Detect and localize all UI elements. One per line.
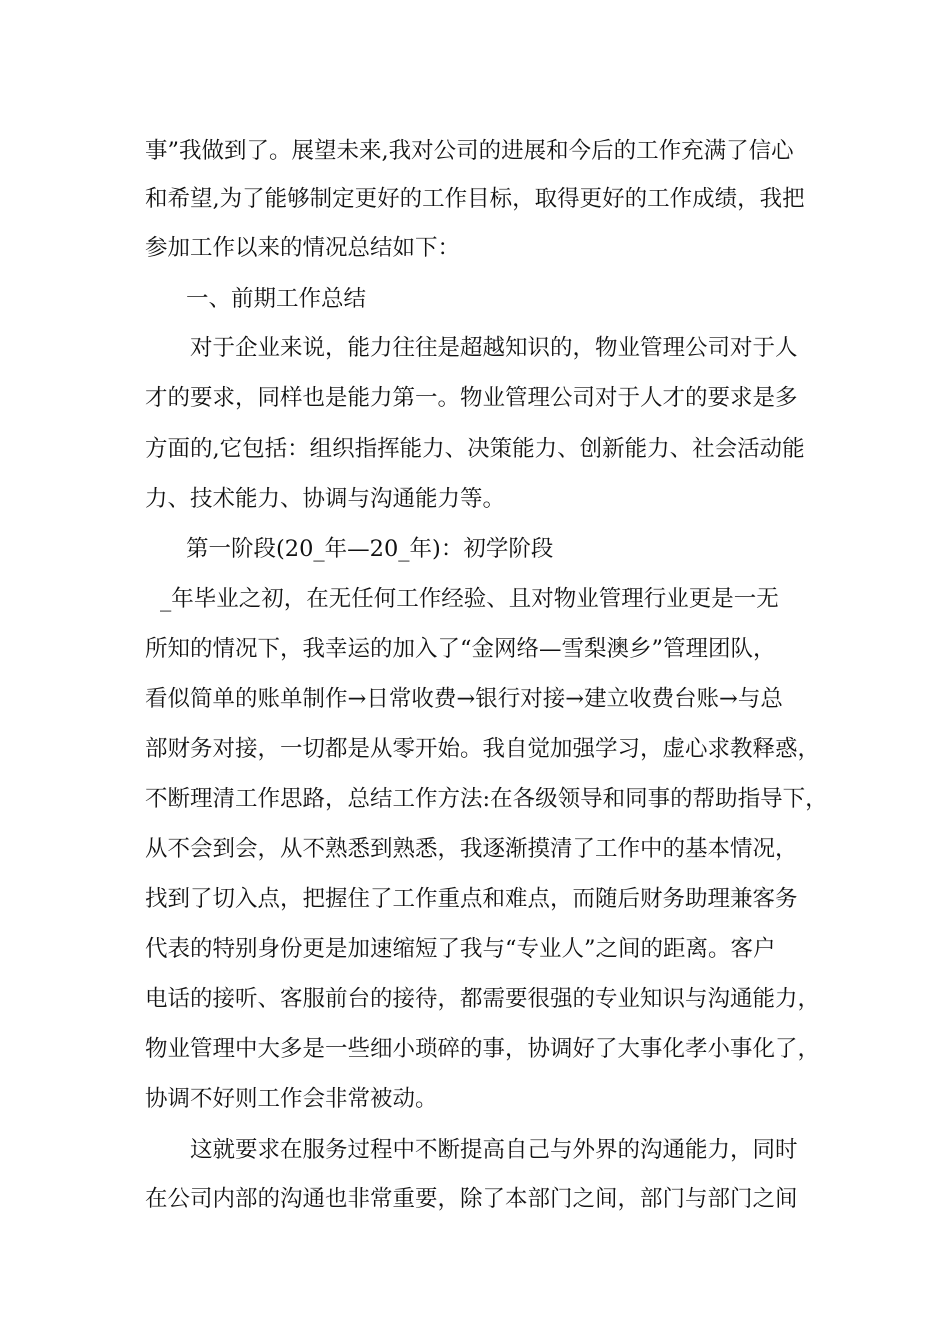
text-line: 对于企业来说，能力往往是超越知识的，物业管理公司对于人 — [190, 335, 798, 361]
text-line: 电话的接听、客服前台的接待，都需要很强的专业知识与沟通能力， — [145, 986, 821, 1012]
text-line: 不断理清工作思路，总结工作方法:在各级领导和同事的帮助指导下， — [145, 786, 828, 812]
stage-heading: 第一阶段(20_年—20_年)：初学阶段 — [186, 536, 554, 562]
text-line: 看似简单的账单制作→日常收费→银行对接→建立收费台账→与总 — [145, 686, 783, 712]
text-line: 才的要求，同样也是能力第一。物业管理公司对于人才的要求是多 — [145, 385, 798, 411]
text-line: 这就要求在服务过程中不断提高自己与外界的沟通能力，同时 — [190, 1137, 798, 1163]
text-line: 方面的,它包括：组织指挥能力、决策能力、创新能力、社会活动能 — [145, 436, 805, 462]
text-line: 协调不好则工作会非常被动。 — [145, 1086, 438, 1112]
text-line: 在公司内部的沟通也非常重要，除了本部门之间，部门与部门之间 — [145, 1186, 798, 1212]
text-line: 参加工作以来的情况总结如下： — [145, 235, 461, 261]
text-line: 从不会到会，从不熟悉到熟悉，我逐渐摸清了工作中的基本情况， — [145, 836, 798, 862]
text-line: 找到了切入点，把握住了工作重点和难点，而随后财务助理兼客务 — [145, 886, 798, 912]
text-line: 代表的特别身份更是加速缩短了我与“专业人”之间的距离。客户 — [145, 936, 776, 962]
text-line: 事”我做到了。展望未来,我对公司的进展和今后的工作充满了信心 — [145, 138, 794, 164]
text-line: 物业管理中大多是一些细小琐碎的事，协调好了大事化孝小事化了， — [145, 1036, 821, 1062]
text-line: 和希望,为了能够制定更好的工作目标，取得更好的工作成绩，我把 — [145, 186, 805, 212]
text-line: _年毕业之初，在无任何工作经验、且对物业管理行业更是一无 — [160, 586, 779, 612]
section-heading: 一、前期工作总结 — [186, 286, 367, 312]
text-line: 力、技术能力、协调与沟通能力等。 — [145, 486, 506, 512]
text-line: 部财务对接，一切都是从零开始。我自觉加强学习，虚心求教释惑， — [145, 736, 821, 762]
text-line: 所知的情况下，我幸运的加入了“金网络—雪梨澳乡”管理团队， — [145, 636, 776, 662]
